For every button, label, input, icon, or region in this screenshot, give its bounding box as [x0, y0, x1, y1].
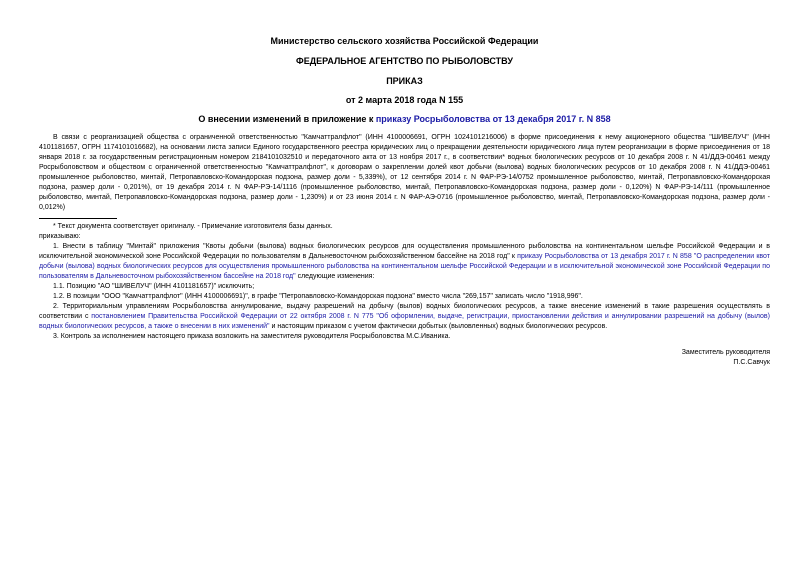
- doc-type-heading: ПРИКАЗ: [386, 76, 423, 86]
- item-1-order-link[interactable]: приказу Росрыболовства от 13 декабря 2017 г. N 858 "О распределении квот добычи (вылова) водных биологических ресурсов для осуществления промышленного рыболовства на континентальном шельфе Российской Федерации и в исключительной экономической зоне Российской Федерации по пользователям в Дальневосточном рыбохозяйственном бассейне на 2018 год": [39, 253, 770, 280]
- item-1-tail: следующие изменения:: [295, 273, 375, 280]
- item-2-tail: и настоящим приказом с учетом фактически добытых (выловленных) водных биологических ресурсов.: [269, 323, 608, 330]
- signature-position: Заместитель руководителя: [681, 349, 770, 356]
- ministry-heading: Министерство сельского хозяйства Российской Федерации: [270, 36, 539, 46]
- footnote-divider: [39, 218, 117, 219]
- signature-name: П.С.Савчук: [733, 359, 770, 366]
- item-1-1: 1.1. Позицию "АО "ШИВЕЛУЧ" (ИНН 4101181657)" исключить;: [53, 283, 255, 290]
- order-verb: приказываю:: [39, 233, 81, 240]
- agency-heading: ФЕДЕРАЛЬНОЕ АГЕНТСТВО ПО РЫБОЛОВСТВУ: [296, 56, 513, 66]
- title-order-link[interactable]: приказу Росрыболовства от 13 декабря 2017 г. N 858: [375, 114, 611, 124]
- footnote-text: * Текст документа соответствует оригиналу. - Примечание изготовителя базы данных.: [53, 223, 333, 230]
- date-number-heading: от 2 марта 2018 года N 155: [345, 95, 464, 105]
- item-1-2: 1.2. В позиции "ООО "Камчаттралфлот" (ИНН 4100006691)", в графе "Петропавловско-Командорская подзона" вместо числа "269,157" записать число "1918,996".: [53, 293, 583, 300]
- item-1: [39, 242, 770, 282]
- item-2-text: 2. Территориальным управлениям Росрыболовства аннулирование, выдачу разрешений на добычу (вылов) водных биологических ресурсов, а также внесение изменений в такие разрешения осуществлять в соответствии с: [39, 303, 770, 320]
- item-1-text: 1. Внести в таблицу "Минтай" приложения "Квоты добычи (вылова) водных биологических ресурсов для осуществления промышленного рыболовства на континентальном шельфе Российской Федерации и в исключительной экономической зоне Российской Федерации по пользователям в Дальневосточном рыбохозяйственном бассейне на 2018 год" к: [39, 243, 770, 260]
- intro-paragraph: В связи с реорганизацией общества с ограниченной ответственностью "Камчаттралфлот" (ИНН 4100006691, ОГРН 1024101216006) в форме присоединения к нему акционерного общества "ШИВЕЛУЧ" (ИНН 4101181657, ОГРН 1174101016682), на основании листа записи Единого государственного реестра юридических лиц о прекращении деятельности юридического лица путем реорганизации в форме присоединения от 18 января 2018 г. за государственным регистрационным номером 2184101032510 и передаточного акта от 13 ноября 2017 г., в соответствии* водных биологических ресурсов от 10 декабря 2008 г. N 41/ДДЭ-00461 между Росрыболовством и обществом с ограниченной ответственностью "Камчаттралфлот", к договорам о закреплении долей квот добычи (вылова) водных биологических ресурсов от 10 декабря 2008 г. N 41/ДДЭ-00461 промышленное рыболовство, минтай, Петропавловско-Командорская подзона, размер доли - 5,339%), от 12 сентября 2014 г. N ФАР-РЭ-14/0752 промышленное рыболовство, минтай, Петропавловско-Командорская подзона, размер доли - 0,201%), от 19 декабря 2014 г. N ФАР-РЭ-14/1116 (промышленное рыболовство, минтай, Петропавловско-Командорская подзона, размер доли - 0,120%) N ФАР-РЭ-14/111 (промышленное рыболовство, минтай, Петропавловско-Командорская подзона, размер доли - 1,230%) и от 23 июня 2014 г. N ФАР-АЭ-0716 (промышленное рыболовство, минтай, Петропавловско-Командорская подзона, размер доли - 0,012%): [39, 134, 770, 211]
- document-title: [39, 113, 770, 125]
- document-body: [39, 35, 770, 368]
- title-prefix: О внесении изменений в приложение к: [198, 114, 376, 124]
- item-2: [39, 302, 770, 332]
- item-3: 3. Контроль за исполнением настоящего приказа возложить на заместителя руководителя Росрыболовства М.С.Иваника.: [53, 333, 451, 340]
- item-2-decree-link[interactable]: постановлением Правительства Российской Федерации от 22 октября 2008 г. N 775 "Об оформлении, выдаче, регистрации, приостановлении действия и аннулировании разрешений на добычу (вылов) водных биологических ресурсов, а также о внесении в них изменений": [39, 313, 770, 330]
